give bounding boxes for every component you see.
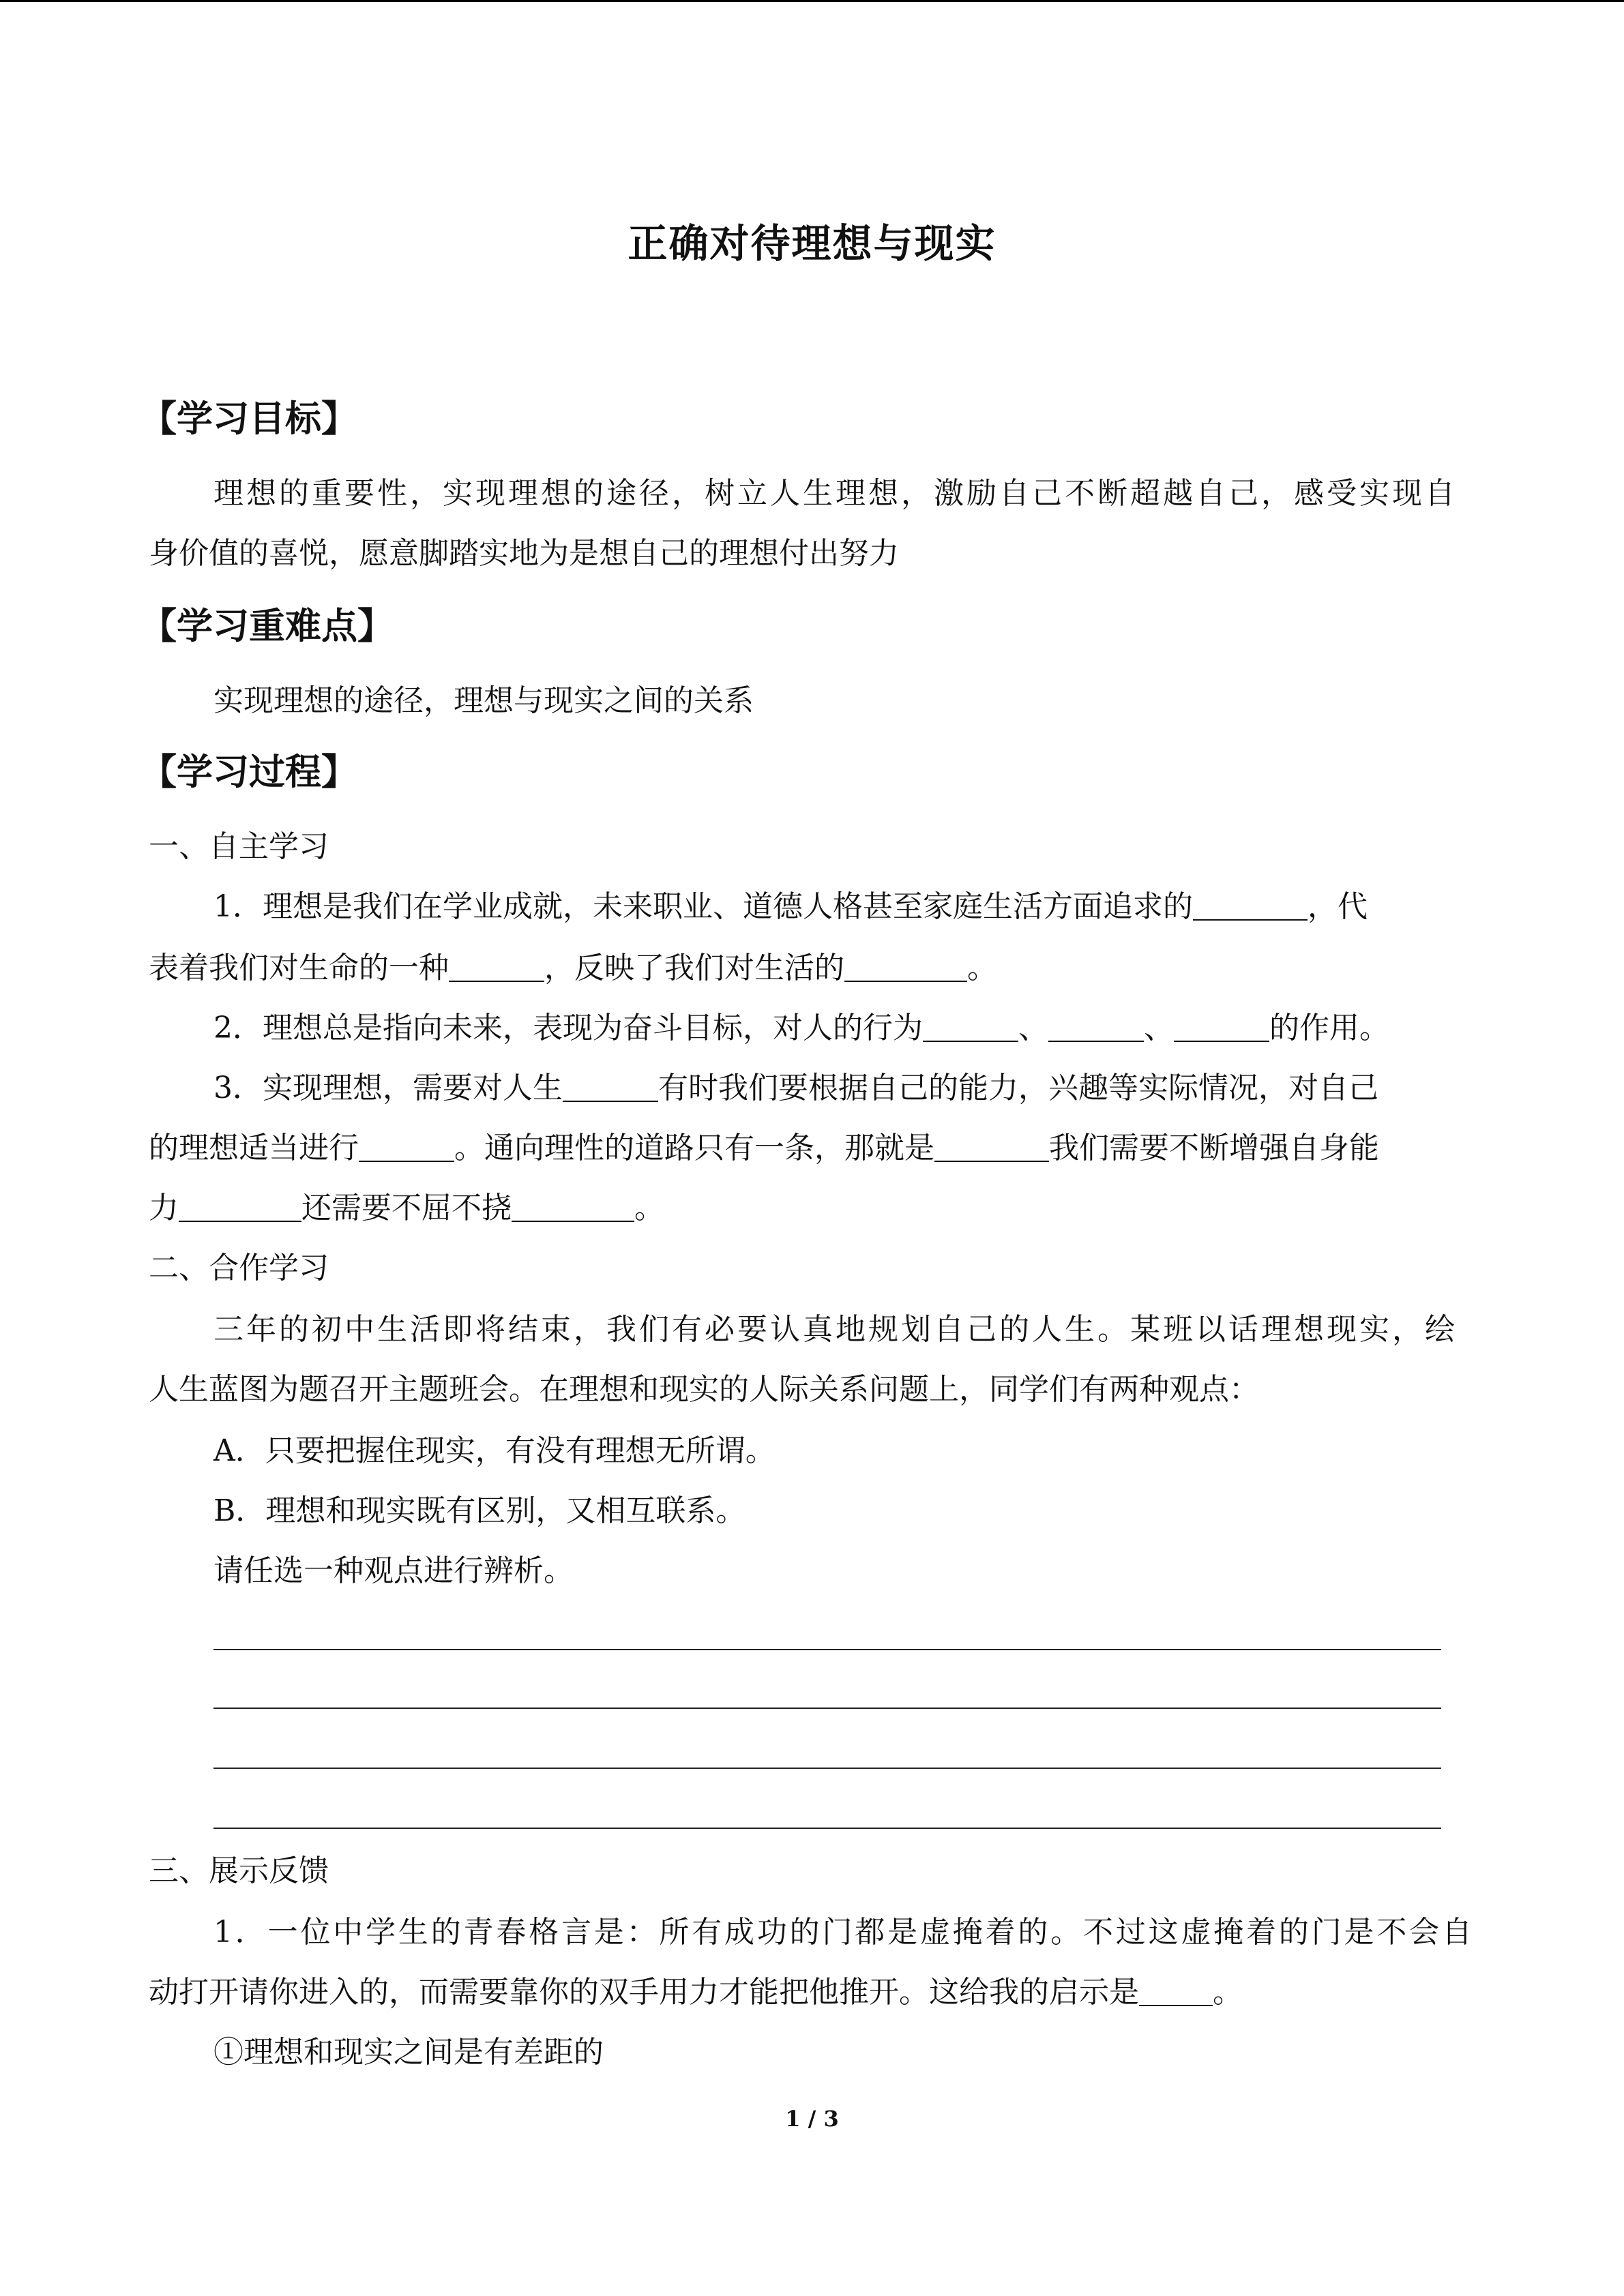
cooperative-prompt: 请任选一种观点进行辨析。 bbox=[213, 1553, 574, 1588]
fill-blank[interactable] bbox=[512, 1193, 634, 1222]
section-heading-objectives: 【学习目标】 bbox=[141, 398, 357, 440]
top-border-line bbox=[0, 0, 1624, 2]
objectives-line-1: 理想的重要性，实现理想的途径，树立人生理想，激励自己不断超越自己，感受实现自 bbox=[213, 476, 1455, 511]
objectives-line-2: 身价值的喜悦，愿意脚踏实地为是想自己的理想付出努力 bbox=[149, 536, 899, 571]
q2-sep-2: 、 bbox=[1144, 1011, 1174, 1045]
feedback-heading: 三、展示反馈 bbox=[149, 1853, 329, 1888]
q2-text-a: 2．理想总是指向未来，表现为奋斗目标，对人的行为 bbox=[213, 1011, 923, 1045]
feedback-q1-text: 动打开请你进入的，而需要靠你的双手用力才能把他推开。这给我的启示是 bbox=[149, 1975, 1139, 2010]
cooperative-option-a: A．只要把握住现实，有没有理想无所谓。 bbox=[213, 1433, 776, 1468]
feedback-q1-end: 。 bbox=[1213, 1975, 1243, 2010]
key-points-line-1: 实现理想的途径，理想与现实之间的关系 bbox=[213, 683, 754, 718]
q3-text-b: 有时我们要根据自己的能力，兴趣等实际情况，对自己 bbox=[658, 1071, 1378, 1105]
fill-blank[interactable] bbox=[844, 953, 967, 982]
fill-blank[interactable] bbox=[359, 1133, 454, 1162]
cooperative-option-b: B．理想和现实既有区别，又相互联系。 bbox=[213, 1493, 746, 1528]
q3-text-f: 力 bbox=[149, 1191, 179, 1225]
page-title: 正确对待理想与现实 bbox=[628, 220, 996, 267]
self-study-q3-line-3 bbox=[149, 1188, 664, 1229]
fill-blank[interactable] bbox=[1139, 1978, 1213, 2006]
cooperative-intro-line-2: 人生蓝图为题召开主题班会。在理想和现实的人际关系问题上，同学们有两种观点： bbox=[149, 1372, 1259, 1407]
answer-line[interactable] bbox=[213, 1649, 1441, 1650]
q3-text-e: 我们需要不断增强自身能 bbox=[1049, 1131, 1379, 1165]
self-study-q3-line-2 bbox=[149, 1128, 1379, 1169]
feedback-choice-1: ①理想和现实之间是有差距的 bbox=[213, 2035, 604, 2070]
fill-blank[interactable] bbox=[934, 1133, 1049, 1162]
q2-text-b: 的作用。 bbox=[1269, 1011, 1389, 1045]
fill-blank[interactable] bbox=[179, 1193, 301, 1222]
q1-text-d: ，反映了我们对生活的 bbox=[544, 951, 844, 985]
q3-text-a: 3．实现理想，需要对人生 bbox=[213, 1071, 563, 1105]
q3-text-h: 。 bbox=[634, 1191, 664, 1225]
fill-blank[interactable] bbox=[1174, 1013, 1269, 1042]
self-study-heading: 一、自主学习 bbox=[149, 829, 329, 864]
q3-text-c: 的理想适当进行 bbox=[149, 1131, 359, 1165]
feedback-q1-line-1: 1．一位中学生的青春格言是：所有成功的门都是虚掩着的。不过这虚掩着的门是不会自 bbox=[213, 1915, 1472, 1950]
cooperative-intro-line-1: 三年的初中生活即将结束，我们有必要认真地规划自己的人生。某班以话理想现实，绘 bbox=[213, 1312, 1455, 1347]
q3-text-g: 还需要不屈不挠 bbox=[301, 1191, 512, 1225]
fill-blank[interactable] bbox=[449, 953, 544, 982]
self-study-q2-line-1 bbox=[213, 1008, 1389, 1049]
fill-blank[interactable] bbox=[1193, 892, 1308, 921]
q1-text-a: 1．理想是我们在学业成就，未来职业、道德人格甚至家庭生活方面追求的 bbox=[213, 889, 1193, 924]
fill-blank[interactable] bbox=[923, 1013, 1018, 1042]
feedback-q1-line-2 bbox=[149, 1972, 1243, 2013]
q3-text-d: 。通向理性的道路只有一条，那就是 bbox=[454, 1131, 934, 1165]
answer-line[interactable] bbox=[213, 1768, 1441, 1769]
answer-line[interactable] bbox=[213, 1828, 1441, 1829]
answer-line[interactable] bbox=[213, 1708, 1441, 1709]
self-study-q1-line-2 bbox=[149, 948, 997, 989]
q1-text-e: 。 bbox=[967, 951, 997, 985]
q1-text-b: ，代 bbox=[1308, 889, 1368, 924]
q1-text-c: 表着我们对生命的一种 bbox=[149, 951, 449, 985]
section-heading-process: 【学习过程】 bbox=[141, 751, 357, 793]
cooperative-heading: 二、合作学习 bbox=[149, 1251, 329, 1285]
fill-blank[interactable] bbox=[563, 1073, 658, 1102]
section-heading-key-points: 【学习重难点】 bbox=[141, 606, 394, 647]
self-study-q3-line-1 bbox=[213, 1068, 1378, 1109]
self-study-q1-line-1 bbox=[213, 886, 1368, 927]
q2-sep-1: 、 bbox=[1018, 1011, 1048, 1045]
fill-blank[interactable] bbox=[1048, 1013, 1144, 1042]
page-number: 1 / 3 bbox=[785, 2106, 839, 2132]
